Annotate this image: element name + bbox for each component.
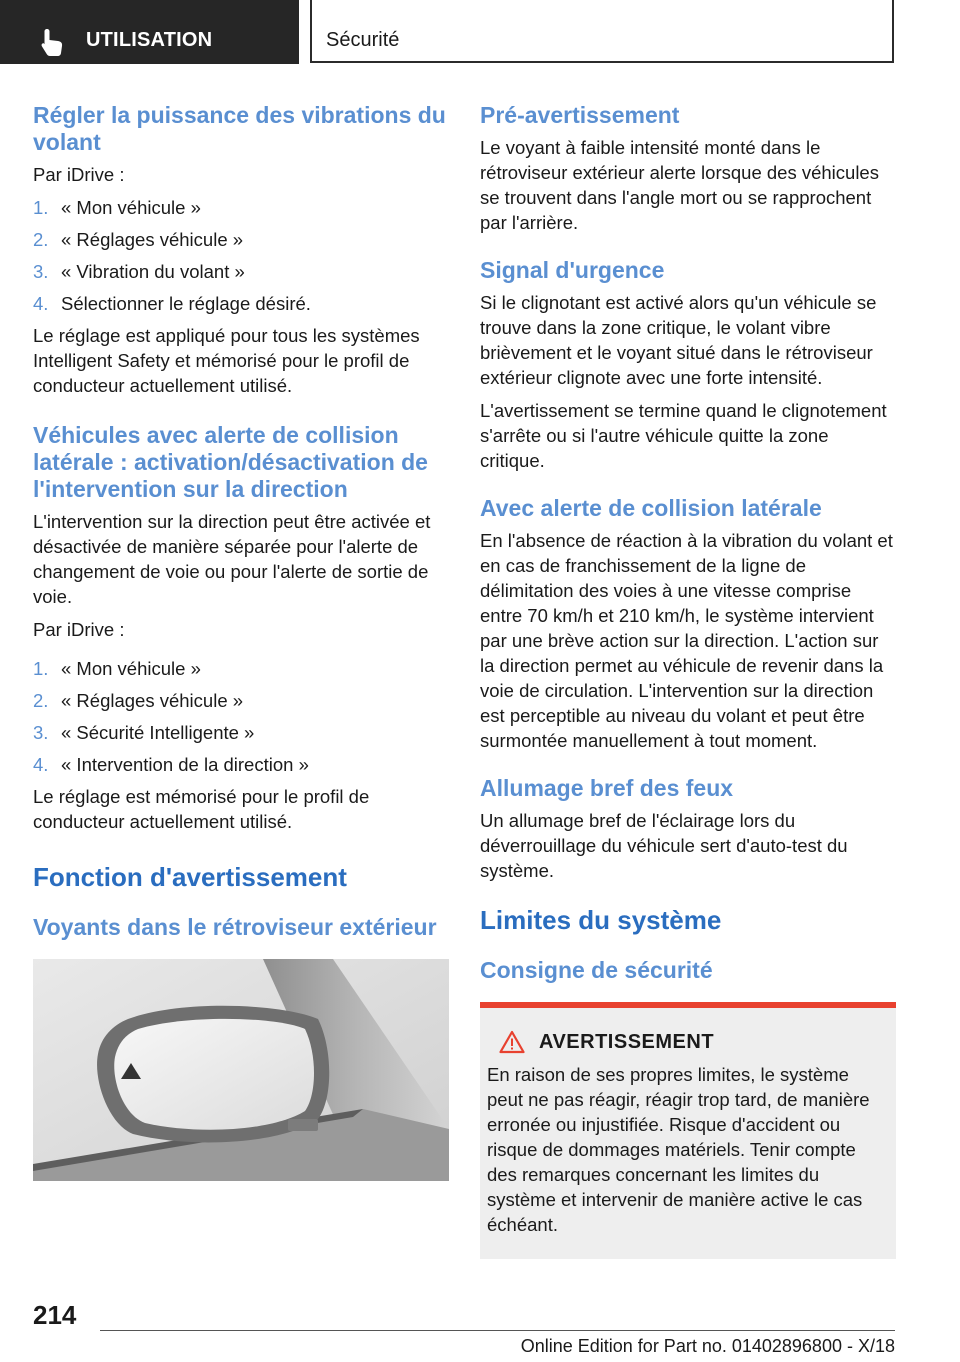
step-text: « Vibration du volant » xyxy=(61,261,245,282)
note-vibrations: Le réglage est appliqué pour tous les systèmes Intelligent Safety et mémorisé pour le profil de conducteur actuellement utilisé. xyxy=(33,325,420,396)
footer-edition: Online Edition for Part no. 01402896800 - X/18 xyxy=(520,1336,895,1356)
steps-list-direction xyxy=(33,656,449,777)
step-number: 4. xyxy=(33,293,49,314)
step-number: 1. xyxy=(33,197,49,218)
idrive-intro: Par iDrive : xyxy=(33,164,125,185)
heading-allumage-feux: Allumage bref des feux xyxy=(480,775,734,801)
step-text: « Sécurité Intelligente » xyxy=(61,722,255,743)
left-column xyxy=(33,102,449,1181)
list-item xyxy=(33,752,449,777)
warning-box xyxy=(480,1002,896,1259)
body-collision-laterale: En l'absence de réaction à la vibration du volant et en cas de franchissement de la ligne de délimitation des voies à une vitesse comprise entre 70 km/h et 210 km/h, le système intervient par une brève action sur la direction. L'action sur la direction permet au véhicule de revenir dans la voie de circulation. L'intervention sur la direction est perceptible au niveau du volant et peut être surmontée manuellement à tout moment. xyxy=(480,530,893,751)
warning-body: En raison de ses propres limites, le système peut ne pas réagir, réagir trop tard, de manière erronée ou injustifiée. Risque d'accident ou risque de dommages matériels. Tenir compte des remarques concernant les limites du système et intervenir de manière active le cas échéant. xyxy=(487,1064,870,1235)
heading-limites-systeme: Limites du système xyxy=(480,905,722,935)
body-signal-urgence-2: L'avertissement se termine quand le clignotement s'arrête ou si l'autre véhicule quitte la zone critique. xyxy=(480,400,887,471)
section-title: Sécurité xyxy=(326,29,400,51)
step-text: « Intervention de la direction » xyxy=(61,754,309,775)
body-allumage-feux: Un allumage bref de l'éclairage lors du déverrouillage du véhicule sert d'auto-test du système. xyxy=(480,810,848,881)
note-direction: Le réglage est mémorisé pour le profil de conducteur actuellement utilisé. xyxy=(33,786,370,832)
mirror-illustration xyxy=(33,959,449,1181)
heading-consigne-securite: Consigne de sécurité xyxy=(480,957,713,983)
step-number: 1. xyxy=(33,658,49,679)
list-item xyxy=(33,195,449,220)
step-text: « Réglages véhicule » xyxy=(61,229,244,250)
page-header xyxy=(0,0,960,66)
heading-signal-urgence: Signal d'urgence xyxy=(480,257,665,283)
warning-triangle-icon xyxy=(499,1030,525,1054)
heading-collision-laterale: Avec alerte de collision latérale xyxy=(480,495,822,521)
chapter-tab xyxy=(0,0,299,64)
section-box xyxy=(310,0,894,63)
page-number: 214 xyxy=(33,1300,77,1330)
list-item xyxy=(33,688,449,713)
heading-pre-avertissement: Pré-avertissement xyxy=(480,102,680,128)
step-number: 2. xyxy=(33,229,49,250)
body-collision-activation: L'intervention sur la direction peut être activée et désactivée de manière séparée pour l'alerte de changement de voie ou pour l'alerte de sortie de voie. xyxy=(33,511,431,607)
step-number: 2. xyxy=(33,690,49,711)
warning-title: AVERTISSEMENT xyxy=(539,1030,715,1053)
chapter-title: UTILISATION xyxy=(86,29,213,51)
body-pre-avertissement: Le voyant à faible intensité monté dans le rétroviseur extérieur alerte lorsque des véhicules se trouvent dans l'angle mort ou se rapprochent par l'arrière. xyxy=(480,137,879,233)
list-item xyxy=(33,259,449,284)
list-item xyxy=(33,656,449,681)
body-signal-urgence-1: Si le clignotant est activé alors qu'un véhicule se trouve dans la zone critique, le volant vibre brièvement et le voyant situé dans le rétroviseur extérieur clignote avec une forte intensité. xyxy=(480,292,877,388)
idrive-intro: Par iDrive : xyxy=(33,619,125,640)
step-number: 3. xyxy=(33,261,49,282)
hand-pointer-icon xyxy=(38,27,66,57)
list-item xyxy=(33,720,449,745)
heading-voyants: Voyants dans le rétroviseur extérieur xyxy=(33,914,437,940)
step-text: « Mon véhicule » xyxy=(61,658,201,679)
step-text: « Réglages véhicule » xyxy=(61,690,244,711)
step-text: « Mon véhicule » xyxy=(61,197,201,218)
step-number: 4. xyxy=(33,754,49,775)
step-text: Sélectionner le réglage désiré. xyxy=(61,293,311,314)
warning-header xyxy=(487,1030,888,1054)
list-item xyxy=(33,227,449,252)
steps-list-vibrations xyxy=(33,195,449,316)
heading-fonction-avertissement: Fonction d'avertissement xyxy=(33,862,347,892)
right-column xyxy=(480,102,896,1259)
list-item xyxy=(33,291,449,316)
heading-collision-activation: Véhicules avec alerte de collision latérale : activation/désactivation de l'intervention sur la direction xyxy=(33,422,428,502)
step-number: 3. xyxy=(33,722,49,743)
footer-divider xyxy=(100,1330,895,1331)
heading-vibrations: Régler la puissance des vibrations du volant xyxy=(33,102,446,155)
